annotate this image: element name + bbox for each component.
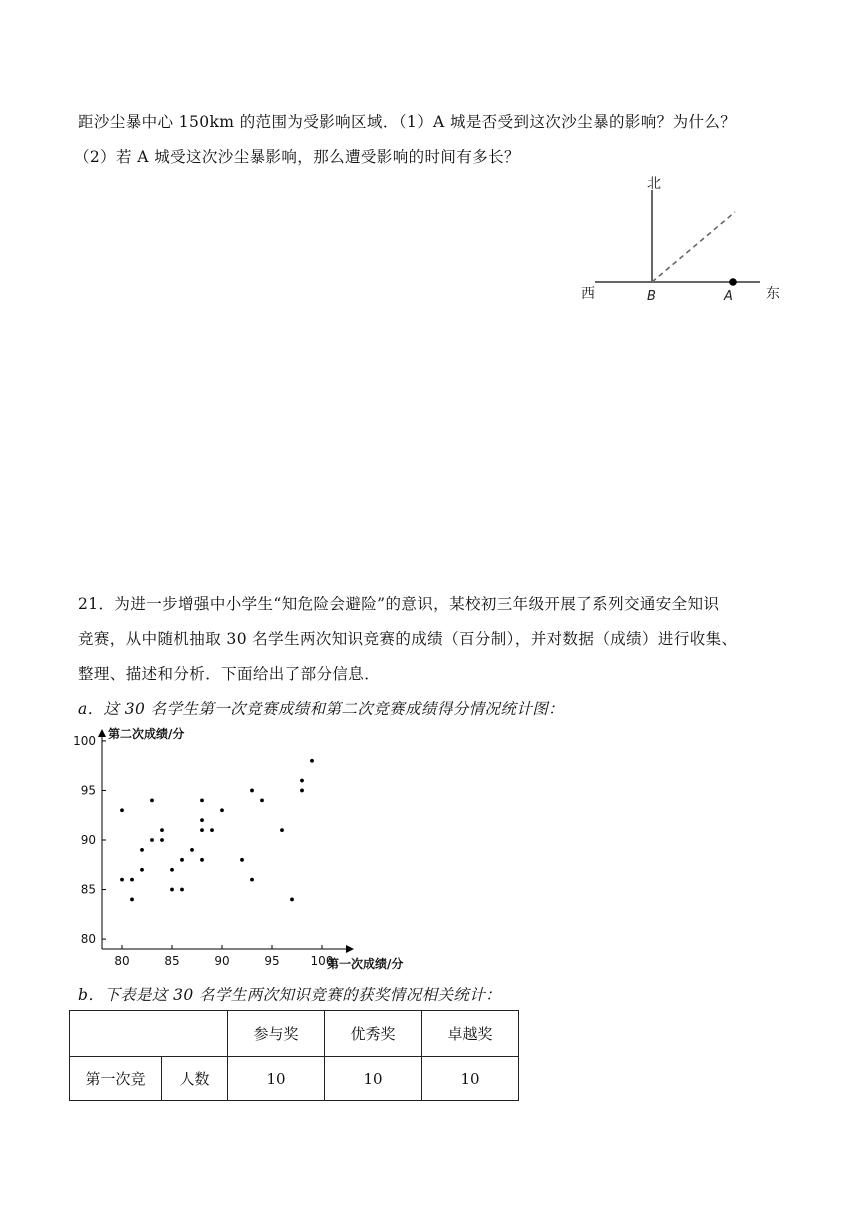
table-header-outstanding: 卓越奖	[422, 1011, 519, 1057]
point-a-label: A	[724, 289, 733, 304]
scatter-point	[120, 808, 124, 812]
y-tick-label: 100	[73, 733, 96, 748]
table-row-label: 第一次竞	[70, 1057, 162, 1101]
scatter-point	[280, 828, 284, 832]
scatter-point	[130, 878, 134, 882]
y-axis-label: 第二次成绩/分	[108, 727, 185, 741]
scatter-point	[210, 828, 214, 832]
table-header-empty	[70, 1011, 228, 1057]
table-row-sublabel: 人数	[162, 1057, 228, 1101]
scatter-point	[140, 868, 144, 872]
scatter-point	[150, 838, 154, 842]
scatter-point	[200, 828, 204, 832]
scatter-point	[180, 888, 184, 892]
q20-text-line-1: 距沙尘暴中心 150km 的范围为受影响区域．（1）A 城是否受到这次沙尘暴的影响？为什么？	[78, 113, 737, 131]
y-tick-label: 85	[80, 882, 96, 897]
x-tick-label: 85	[164, 954, 180, 968]
scatter-point	[130, 898, 134, 902]
y-tick-label: 90	[80, 833, 96, 847]
scatter-point	[220, 808, 224, 812]
scatter-point	[180, 858, 184, 862]
scatter-point	[140, 848, 144, 852]
storm-path-dashed	[652, 212, 735, 282]
scatter-point	[250, 878, 254, 882]
scatter-point	[190, 848, 194, 852]
table-cell-participation: 10	[228, 1057, 325, 1101]
scatter-point	[300, 779, 304, 783]
table-cell-excellent: 10	[325, 1057, 422, 1101]
scatter-point	[170, 888, 174, 892]
q21-part-a: a．这 30 名学生第一次竞赛成绩和第二次竞赛成绩得分情况统计图：	[78, 700, 565, 718]
q21-text-line-3: 整理、描述和分析．下面给出了部分信息．	[78, 665, 381, 683]
y-tick-label: 80	[80, 932, 96, 947]
scatter-point	[200, 858, 204, 862]
x-tick-label: 100	[310, 954, 334, 968]
table-row	[70, 1057, 519, 1101]
west-label: 西	[581, 286, 595, 302]
scatter-point	[250, 789, 254, 793]
x-axis-label: 第一次成绩/分	[327, 957, 404, 971]
x-tick-label: 90	[214, 954, 230, 968]
scatter-point	[170, 868, 174, 872]
table-cell-outstanding: 10	[422, 1057, 519, 1101]
scatter-point	[150, 798, 154, 802]
scatter-point	[240, 858, 244, 862]
scatter-point	[300, 789, 304, 793]
table-header-row	[70, 1011, 519, 1057]
direction-diagram	[575, 172, 795, 312]
point-b-label: B	[647, 289, 656, 304]
q21-part-b: b．下表是这 30 名学生两次知识竞赛的获奖情况相关统计：	[78, 986, 502, 1004]
scatter-chart	[70, 724, 430, 974]
scatter-point	[160, 838, 164, 842]
scatter-point	[290, 898, 294, 902]
scatter-point	[160, 828, 164, 832]
scatter-point	[260, 798, 264, 802]
x-tick-label: 80	[114, 954, 130, 968]
q21-text-line-2: 竞赛，从中随机抽取 30 名学生两次知识竞赛的成绩（百分制），并对数据（成绩）进行收集、	[78, 630, 738, 648]
scatter-point	[200, 798, 204, 802]
y-tick-label: 95	[80, 783, 96, 798]
x-tick-label: 95	[264, 954, 280, 968]
point-a-dot	[729, 278, 737, 286]
scatter-point	[120, 878, 124, 882]
north-label: 北	[647, 176, 661, 192]
table-header-excellent: 优秀奖	[325, 1011, 422, 1057]
table-header-participation: 参与奖	[228, 1011, 325, 1057]
east-label: 东	[766, 286, 780, 302]
scatter-point	[200, 818, 204, 822]
q21-text-line-1: 21．为进一步增强中小学生“知危险会避险”的意识，某校初三年级开展了系列交通安全知识	[78, 595, 720, 613]
scatter-point	[310, 759, 314, 763]
q20-text-line-2: （2）若 A 城受这次沙尘暴影响，那么遭受影响的时间有多长？	[74, 148, 520, 166]
awards-table	[69, 1010, 519, 1101]
